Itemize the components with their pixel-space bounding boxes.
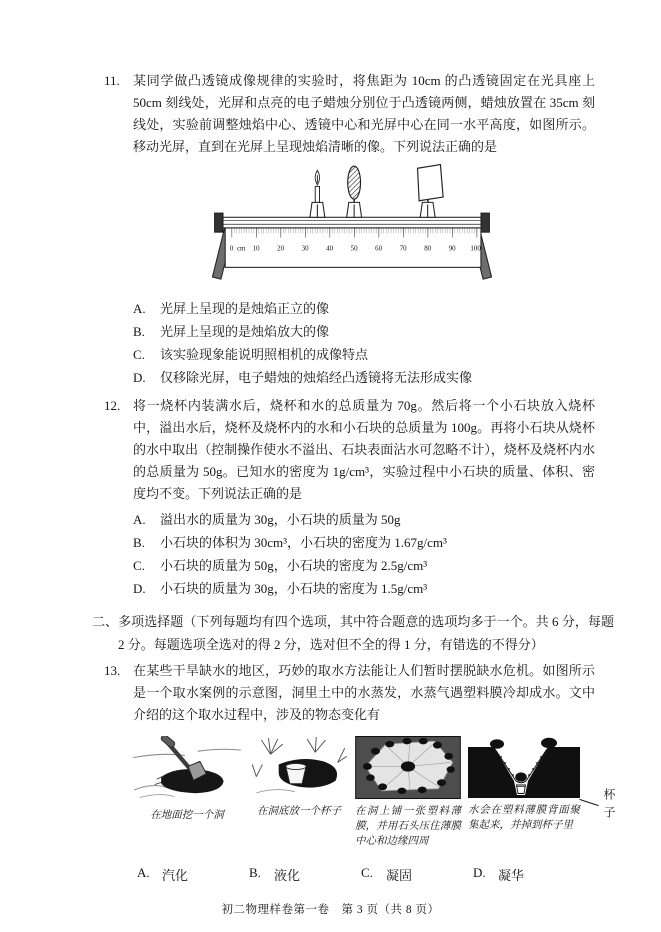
option-letter: B. [133, 324, 145, 339]
panel-cover-film [355, 736, 461, 849]
option-11-B [133, 320, 661, 343]
option-text: 小石块的质量为 30g，小石块的密度为 1.5g/cm³ [160, 581, 428, 596]
option-11-A [133, 297, 661, 320]
question-12 [0, 395, 661, 600]
place-cup-illustration [250, 736, 348, 799]
question-13-text: 在某些干旱缺水的地区，巧妙的取水方法能让人们暂时摆脱缺水危机。如图所示是一个取水案例的示意图，洞里土中的水蒸发，水蒸气遇塑料膜冷却成水。文中介绍的这个取水过程中，涉及的物态变化有 [133, 663, 595, 722]
panel-dig-hole [131, 736, 243, 823]
section-2-header: 二、多项选择题（下列每题均有四个选项，其中符合题意的选项均多于一个。共 6 分，每题 2 分。每题选项全选对的得 2 分，选对但不全的得 1 分，有错选的不得分） [92, 614, 614, 652]
cover-film-illustration [355, 736, 461, 799]
panel-caption: 在洞底放一个杯子 [257, 806, 341, 817]
dig-hole-illustration [131, 736, 243, 803]
question-11 [0, 70, 661, 389]
question-11-options [133, 297, 661, 389]
question-12-text: 将一烧杯内装满水后，烧杯和水的总质量为 70g。然后将一个小石块放入烧杯中，溢出水后，烧杯及烧杯内的水和小石块的总质量为 100g。再将小石块从烧杯的水中取出（控制操作使水不溢出、石块表面沾水可忽略不计），烧杯及烧杯内水的总质量为 50g。已知水的密度为 1g/cm³，实验过程中小石块的质量、体积、密度均不变。下列说法正确的是 [133, 398, 595, 501]
ruler-label: 30 [301, 245, 309, 253]
ruler-label: cm [236, 245, 246, 253]
option-letter: A. [133, 512, 146, 527]
ruler-label: 20 [277, 245, 285, 253]
option-13-D [473, 865, 585, 884]
cup-pointer-line [579, 799, 598, 806]
surface-stones-icon [490, 738, 557, 749]
option-12-B [133, 531, 661, 554]
ruler-label: 80 [424, 245, 432, 253]
option-letter: D. [133, 370, 146, 385]
option-letter: C. [133, 347, 145, 362]
ruler-label: 50 [350, 245, 358, 253]
option-13-C [361, 865, 473, 884]
option-text: 溢出水的质量为 30g，小石块的质量为 50g [160, 512, 401, 527]
ruler-label: 70 [399, 245, 407, 253]
option-12-D [133, 577, 661, 600]
option-13-B [249, 865, 361, 884]
lens-holder-icon [347, 202, 362, 217]
option-letter: B. [249, 865, 261, 880]
panel-collect-water [468, 736, 580, 833]
optical-bench-figure [208, 164, 496, 294]
option-letter: D. [133, 581, 146, 596]
question-13 [0, 660, 661, 884]
ruler-label: 0 [229, 245, 234, 253]
ruler-label: 60 [375, 245, 383, 253]
option-text: 光屏上呈现的是烛焰放大的像 [160, 324, 330, 339]
candle-icon [315, 170, 319, 202]
option-letter: D. [473, 865, 486, 880]
candle-holder-icon [310, 202, 325, 217]
option-text: 该实验现象能说明照相机的成像特点 [160, 347, 369, 362]
cup-icon [286, 763, 306, 783]
option-letter: C. [133, 558, 145, 573]
option-text: 液化 [274, 868, 301, 883]
cup-label: 杯子 [602, 788, 616, 824]
panel-caption: 在洞上铺一张塑料薄膜，并用石头压住薄膜中心和边缘四周 [355, 806, 461, 847]
option-11-C [133, 343, 661, 366]
option-letter: C. [361, 865, 373, 880]
panel-place-cup [250, 736, 348, 819]
option-text: 凝固 [386, 868, 413, 883]
optical-bench-diagram [208, 164, 496, 294]
collect-water-illustration [468, 736, 580, 798]
screen-holder-icon [420, 202, 435, 217]
ruler-label: 100 [470, 245, 481, 253]
cup-icon [517, 785, 526, 794]
option-11-D [133, 366, 661, 389]
question-11-number: 11. [104, 73, 120, 88]
option-letter: B. [133, 535, 145, 550]
center-stone-icon [515, 772, 527, 781]
option-text: 小石块的体积为 30cm³，小石块的密度为 1.67g/cm³ [160, 535, 447, 550]
ruler-label: 10 [252, 245, 260, 253]
option-text: 汽化 [162, 868, 189, 883]
screen-icon [418, 165, 444, 203]
lens-icon [348, 166, 361, 202]
ruler-label: 40 [326, 245, 334, 253]
option-12-A [133, 508, 661, 531]
ruler-label: 90 [448, 245, 456, 253]
option-text: 小石块的质量为 50g，小石块的密度为 2.5g/cm³ [160, 558, 428, 573]
option-text: 光屏上呈现的是烛焰正立的像 [160, 301, 330, 316]
option-12-C [133, 554, 661, 577]
question-12-number: 12. [104, 398, 121, 413]
page-footer: 初二物理样卷第一卷 第 3 页（共 8 页） [221, 904, 440, 916]
cup-callout [587, 736, 617, 846]
question-13-figure [131, 736, 661, 849]
question-12-options [133, 508, 661, 600]
option-letter: A. [133, 301, 146, 316]
question-13-number: 13. [104, 663, 121, 678]
panel-caption: 在地面挖一个洞 [150, 810, 224, 821]
panel-caption: 水会在塑料薄膜背面聚集起来，并掉到杯子里 [468, 805, 580, 831]
option-letter: A. [137, 865, 150, 880]
option-13-A [137, 865, 249, 884]
question-13-options [137, 865, 661, 884]
bench-ruler [225, 228, 481, 267]
option-text: 凝华 [498, 868, 525, 883]
question-11-text: 某同学做凸透镜成像规律的实验时，将焦距为 10cm 的凸透镜固定在光具座上 50cm 刻线处，光屏和点亮的电子蜡烛分别位于凸透镜两侧，蜡烛放置在 35cm 刻线处，实验前调整烛焰中心、透镜中心和光屏中心在同一水平高度，如图所示。移动光屏，直到在光屏上呈现烛焰清晰的像。下列说法正确的是 [133, 73, 595, 154]
option-text: 仅移除光屏，电子蜡烛的烛焰经凸透镜将无法形成实像 [160, 370, 473, 385]
